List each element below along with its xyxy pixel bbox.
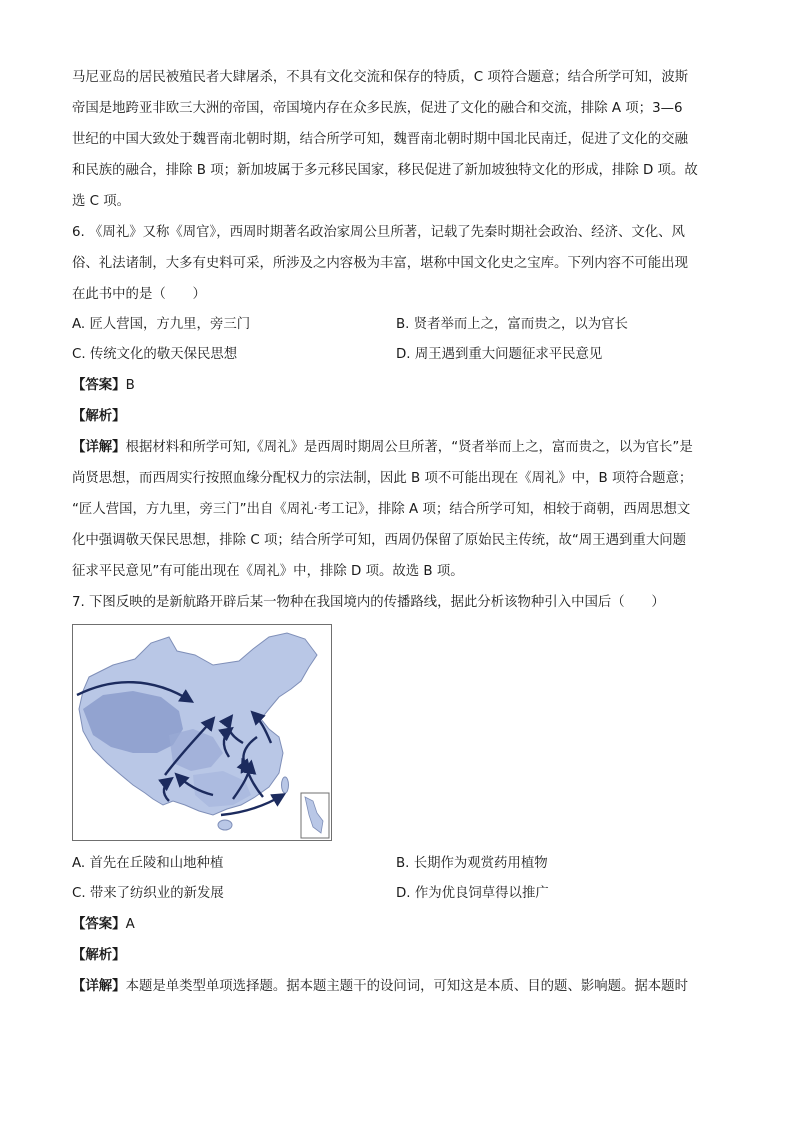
question-6-option-b: B. 贤者举而上之，富而贵之，以为官长 [396, 317, 628, 332]
question-7-option-a: A. 首先在丘陵和山地种植 [72, 856, 224, 871]
prev-explanation-line: 帝国是地跨亚非欧三大洲的帝国，帝国境内存在众多民族，促进了文化的融合和交流，排除 A 项；3—6 [72, 101, 683, 116]
question-6-detail-line: 尚贤思想，而西周实行按照血缘分配权力的宗法制，因此 B 项不可能出现在《周礼》中，B 项符合题意； [72, 471, 693, 486]
detail-text: 本题是单类型单项选择题。据本题主题干的设问词，可知这是本质、目的题、影响题。据本题时 [125, 979, 688, 994]
taiwan-island [282, 777, 289, 793]
answer-value: B [125, 378, 135, 393]
answer-value: A [125, 917, 135, 932]
answer-tag: 【答案】 [72, 917, 126, 932]
question-7 [72, 587, 732, 1002]
question-6-detail-line: 化中强调敬天保民思想，排除 C 项；结合所学可知，西周仍保留了原始民主传统，故“周王遇到重大问题 [72, 533, 686, 548]
detail-tag: 【详解】 [72, 979, 126, 994]
question-7-option-d: D. 作为优良饲草得以推广 [396, 886, 549, 901]
question-7-options-row-1 [72, 849, 732, 879]
analysis-tag: 【解析】 [72, 409, 126, 424]
question-6-stem-line: 6. 《周礼》又称《周官》，西周时期著名政治家周公旦所著，记载了先秦时期社会政治、经济、文化、风 [72, 225, 685, 240]
question-6-detail-line: “匠人营国，方九里，旁三门”出自《周礼·考工记》，排除 A 项；结合所学可知，相较于商朝，西周思想文 [72, 502, 691, 517]
prev-explanation-line: 选 C 项。 [72, 194, 131, 209]
prev-explanation-line: 世纪的中国大致处于魏晋南北朝时期，结合所学可知，魏晋南北朝时期中国北民南迁，促进了文化的交融 [72, 132, 688, 147]
hainan-island [218, 820, 232, 830]
prev-explanation-line: 马尼亚岛的居民被殖民者大肆屠杀，不具有文化交流和保存的特质，C 项符合题意；结合所学可知，波斯 [72, 70, 689, 85]
china-map-svg [73, 625, 331, 840]
question-6-stem-line: 在此书中的是（ ） [72, 287, 206, 302]
question-6-analysis [72, 401, 732, 432]
detail-text: 根据材料和所学可知,《周礼》是西周时期周公旦所著，“贤者举而上之，富而贵之，以为官长”是 [125, 440, 693, 455]
question-7-option-c: C. 带来了纺织业的新发展 [72, 886, 224, 901]
question-6-stem-line: 俗、礼法诸制，大多有史料可采，所涉及之内容极为丰富，堪称中国文化史之宝库。下列内容不可能出现 [72, 256, 688, 271]
question-6-option-d: D. 周王遇到重大问题征求平民意见 [396, 347, 603, 362]
question-7-option-b: B. 长期作为观赏药用植物 [396, 856, 548, 871]
question-6-options-row-1 [72, 310, 732, 340]
question-6-detail-line: 征求平民意见”有可能出现在《周礼》中，排除 D 项。故选 B 项。 [72, 564, 464, 579]
question-7-stem: 7. 下图反映的是新航路开辟后某一物种在我国境内的传播路线，据此分析该物种引入中国后（ ） [72, 595, 665, 610]
question-6-option-c: C. 传统文化的敬天保民思想 [72, 347, 238, 362]
china-spread-map [72, 624, 332, 841]
document-page [72, 62, 732, 1002]
prev-explanation [72, 62, 732, 217]
question-6-answer [72, 370, 732, 401]
question-7-detail-line [72, 971, 732, 1002]
analysis-tag: 【解析】 [72, 948, 126, 963]
question-7-analysis [72, 940, 732, 971]
question-6-options-row-2 [72, 340, 732, 370]
question-6-option-a: A. 匠人营国，方九里，旁三门 [72, 317, 251, 332]
prev-explanation-line: 和民族的融合，排除 B 项；新加坡属于多元移民国家，移民促进了新加坡独特文化的形成，排除 D 项。故 [72, 163, 698, 178]
question-7-options-row-2 [72, 879, 732, 909]
question-6 [72, 217, 732, 587]
answer-tag: 【答案】 [72, 378, 126, 393]
question-6-detail-line [72, 432, 732, 463]
question-7-answer [72, 909, 732, 940]
detail-tag: 【详解】 [72, 440, 126, 455]
